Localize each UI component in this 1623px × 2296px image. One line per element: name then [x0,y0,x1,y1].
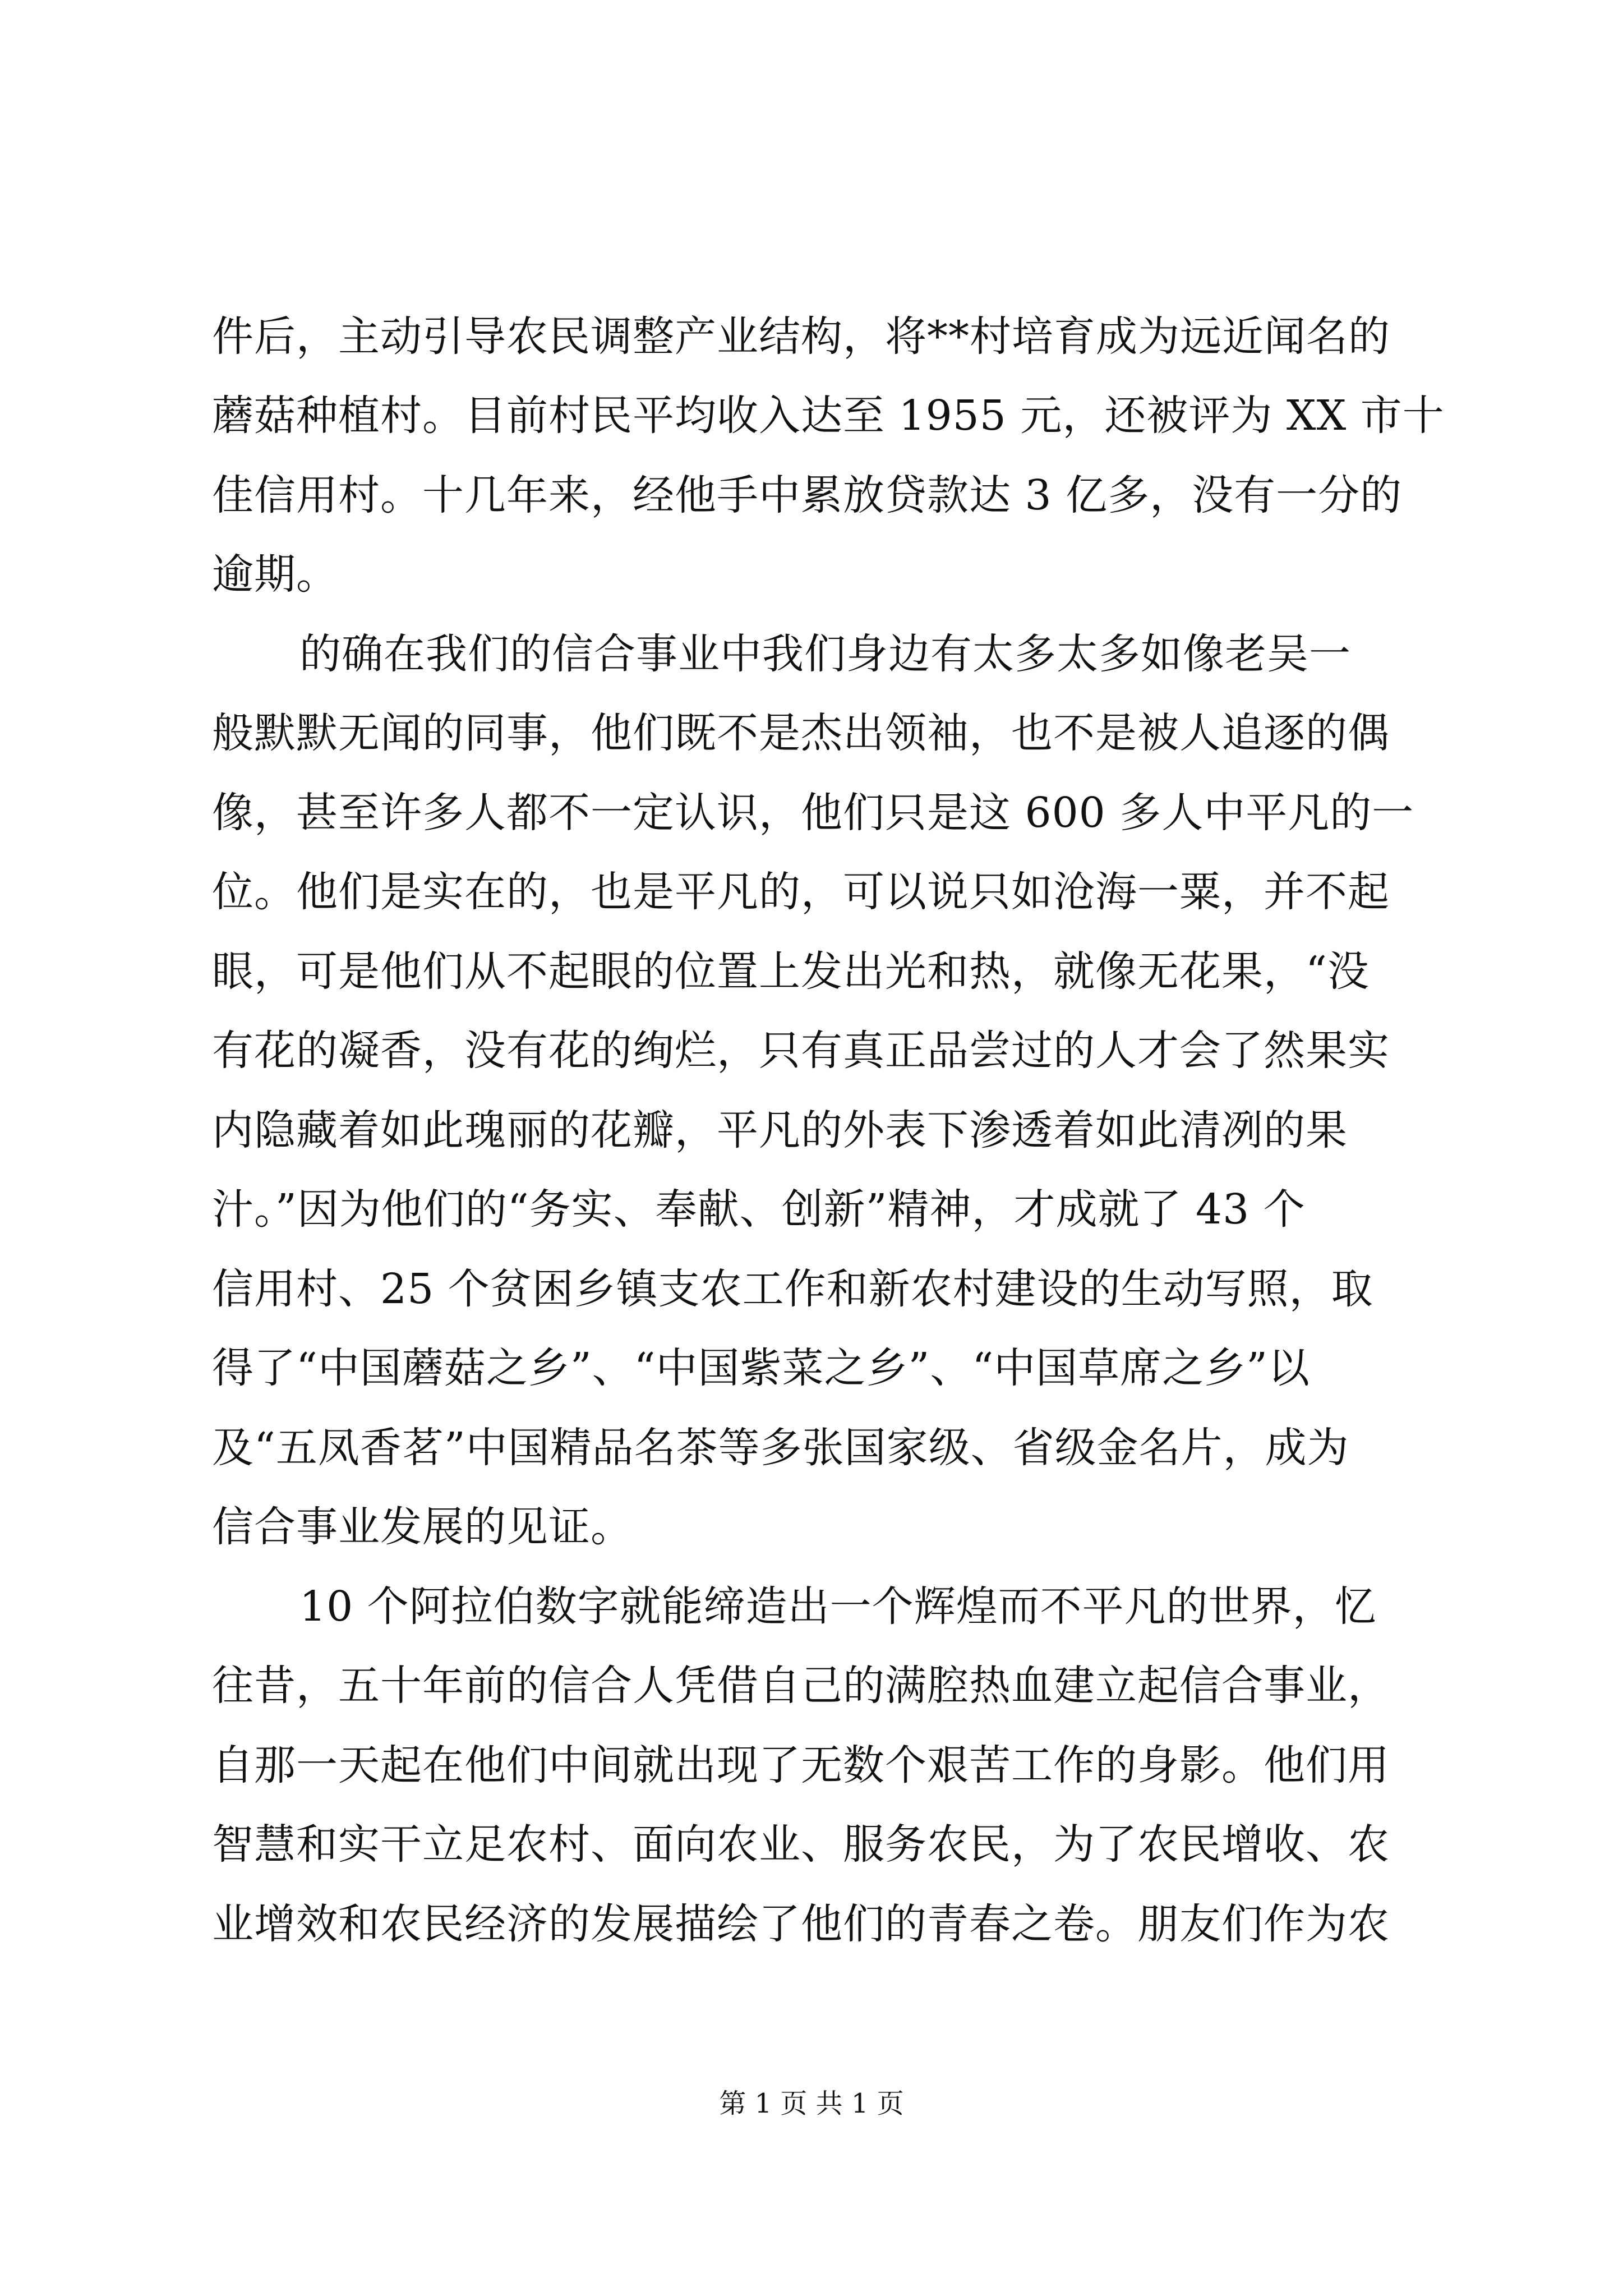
text-line: 蘑菇种植村。目前村民平均收入达至 1955 元，还被评为 XX 市十 [212,392,1445,440]
text-line: 自那一天起在他们中间就出现了无数个艰苦工作的身影。他们用 [212,1741,1390,1789]
text-line: 位。他们是实在的，也是平凡的，可以说只如沧海一粟，并不起 [212,868,1390,916]
text-line: 得了“中国蘑菇之乡”、“中国紫菜之乡”、“中国草席之乡”以 [212,1344,1310,1392]
text-line: 信用村、25 个贫困乡镇支农工作和新农村建设的生动写照，取 [212,1265,1373,1313]
text-line: 及“五凤香茗”中国精品名茶等多张国家级、省级金名片，成为 [212,1424,1349,1472]
text-line: 般默默无闻的同事，他们既不是杰出领袖，也不是被人追逐的偶 [212,709,1390,757]
text-line: 业增效和农民经济的发展描绘了他们的青春之卷。朋友们作为农 [212,1900,1390,1948]
paragraph-start: 10 个阿拉伯数字就能缔造出一个辉煌而不平凡的世界，忆 [299,1582,1377,1631]
text-line: 内隐藏着如此瑰丽的花瓣，平凡的外表下渗透着如此清冽的果 [212,1106,1348,1154]
text-line: 往昔，五十年前的信合人凭借自己的满腔热血建立起信合事业， [212,1662,1390,1710]
text-line: 眼，可是他们从不起眼的位置上发出光和热，就像无花果，“没 [212,947,1370,996]
paragraph-start: 的确在我们的信合事业中我们身边有太多太多如像老吴一 [299,630,1351,678]
text-line: 件后，主动引导农民调整产业结构，将**村培育成为远近闻名的 [212,312,1390,361]
text-line: 信合事业发展的见证。 [212,1503,633,1551]
text-line: 佳信用村。十几年来，经他手中累放贷款达 3 亿多，没有一分的 [212,471,1403,519]
text-line: 智慧和实干立足农村、面向农业、服务农民，为了农民增收、农 [212,1820,1390,1869]
text-line: 有花的凝香，没有花的绚烂，只有真正品尝过的人才会了然果实 [212,1027,1390,1075]
text-line: 像，甚至许多人都不一定认识，他们只是这 600 多人中平凡的一 [212,789,1414,837]
text-line: 逾期。 [212,550,338,599]
text-line: 汁。”因为他们的“务实、奉献、创新”精神，才成就了 43 个 [212,1185,1306,1234]
page-number-footer: 第 1 页 共 1 页 [719,2088,904,2119]
